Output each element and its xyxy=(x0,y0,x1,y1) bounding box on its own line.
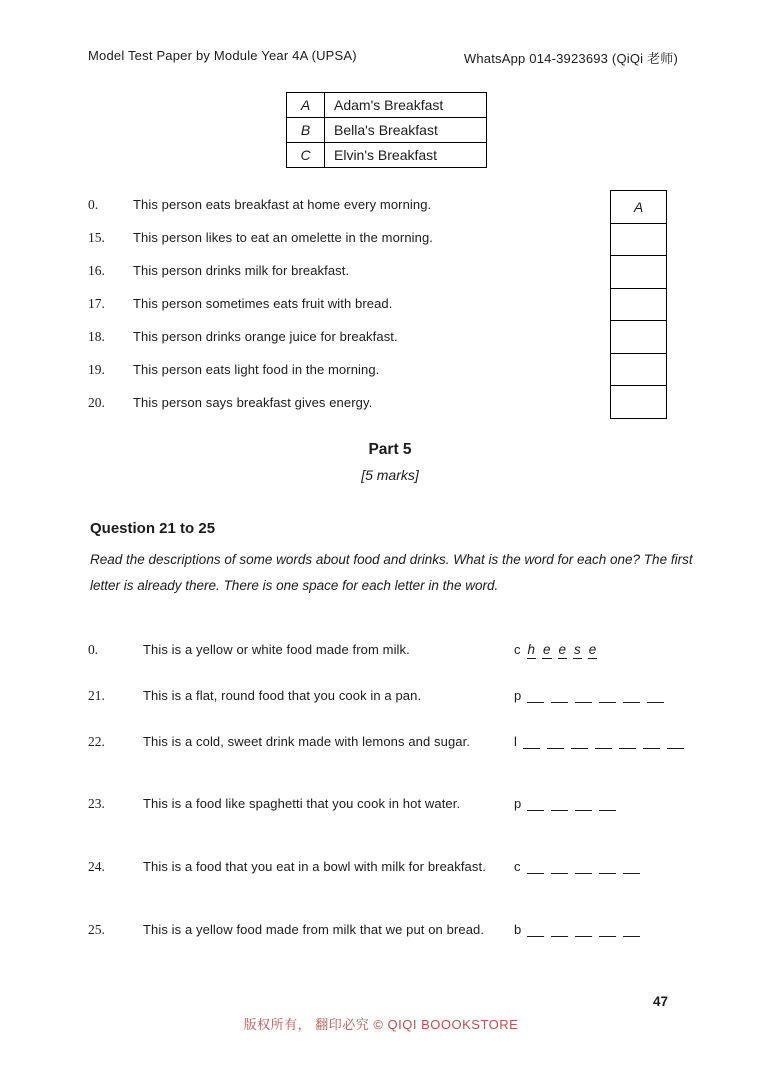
answer-first-letter: p xyxy=(514,688,522,703)
question-text: This person likes to eat an omelette in the morning. xyxy=(133,230,434,245)
question-text: This person drinks milk for breakfast. xyxy=(133,263,350,278)
answer-blank[interactable] xyxy=(551,702,568,703)
answer-first-letter: c xyxy=(514,859,521,874)
part-marks: [5 marks] xyxy=(361,467,419,483)
answer-blank[interactable] xyxy=(599,810,616,811)
question-row xyxy=(88,362,598,395)
question-number: 19. xyxy=(88,362,105,377)
question-number: 23. xyxy=(88,796,105,811)
answer-blank[interactable] xyxy=(599,873,616,874)
question-text: This person eats breakfast at home every morning. xyxy=(133,197,432,212)
question-text: This is a flat, round food that you cook in a pan. xyxy=(143,688,422,703)
question-number: 21. xyxy=(88,688,105,703)
answer-blank[interactable] xyxy=(623,702,640,703)
options-table-row xyxy=(287,117,486,142)
answer-blank[interactable] xyxy=(551,936,568,937)
answer-blank[interactable] xyxy=(523,748,540,749)
answer-box[interactable] xyxy=(611,288,666,321)
answer-blank[interactable] xyxy=(551,873,568,874)
answer-blank[interactable] xyxy=(547,748,564,749)
answer-box[interactable] xyxy=(611,255,666,288)
answer-blank[interactable] xyxy=(571,748,588,749)
answer-first-letter: p xyxy=(514,796,522,811)
answer-blanks xyxy=(527,688,671,703)
answer-blank[interactable] xyxy=(527,873,544,874)
answer-blanks xyxy=(523,734,691,749)
question-row xyxy=(88,916,722,943)
header-title: Model Test Paper by Module Year 4A (UPSA) xyxy=(88,48,357,63)
answer-blank[interactable] xyxy=(643,748,660,749)
answer-box[interactable] xyxy=(611,353,666,386)
answer-box[interactable] xyxy=(611,385,666,418)
answer-blank[interactable] xyxy=(595,748,612,749)
answer-blank[interactable] xyxy=(527,810,544,811)
answer-blanks xyxy=(527,796,623,811)
answer-area[interactable] xyxy=(511,682,671,709)
question-range-heading: Question 21 to 25 xyxy=(90,520,216,537)
answer-first-letter: b xyxy=(514,922,522,937)
question-number: 15. xyxy=(88,230,105,245)
answer-blank[interactable] xyxy=(575,936,592,937)
option-letter: C xyxy=(287,143,325,167)
answer-blank[interactable] xyxy=(599,936,616,937)
question-text: This is a cold, sweet drink made with lemons and sugar. xyxy=(143,734,471,749)
question-row xyxy=(88,230,598,263)
answer-box-column xyxy=(610,190,667,419)
question-row xyxy=(88,296,598,329)
option-label: Bella's Breakfast xyxy=(334,122,438,138)
question-number: 18. xyxy=(88,329,105,344)
answer-first-letter: c xyxy=(514,642,521,657)
question-text: This is a food that you eat in a bowl with milk for breakfast. xyxy=(143,859,486,874)
answer-letter: h xyxy=(527,642,536,657)
answer-blank[interactable] xyxy=(527,702,544,703)
question-text: This person drinks orange juice for breakfast. xyxy=(133,329,398,344)
answer-blanks xyxy=(527,859,647,874)
question-row xyxy=(88,329,598,362)
page-number: 47 xyxy=(653,994,669,1009)
answer-blank[interactable] xyxy=(623,936,640,937)
question-number: 22. xyxy=(88,734,105,749)
part-title: Part 5 xyxy=(368,441,412,458)
question-row xyxy=(88,636,722,663)
question-number: 20. xyxy=(88,395,105,410)
answer-letter: s xyxy=(574,642,581,657)
question-text: This person sometimes eats fruit with bread. xyxy=(133,296,393,311)
question-text: This person eats light food in the morning. xyxy=(133,362,380,377)
answer-blank[interactable] xyxy=(623,873,640,874)
question-number: 17. xyxy=(88,296,105,311)
answer-first-letter: l xyxy=(514,734,517,749)
answer-blank[interactable] xyxy=(527,936,544,937)
question-row xyxy=(88,197,598,230)
question-number: 0. xyxy=(88,642,99,657)
question-text: This is a food like spaghetti that you cook in hot water. xyxy=(143,796,461,811)
answer-area[interactable] xyxy=(511,636,603,663)
answer-area[interactable] xyxy=(511,916,647,943)
answer-box[interactable] xyxy=(611,223,666,256)
answer-area[interactable] xyxy=(511,728,691,755)
answer-blank[interactable] xyxy=(599,702,616,703)
question-row xyxy=(88,682,722,709)
part4-question-list xyxy=(88,197,598,428)
answer-blank[interactable] xyxy=(575,873,592,874)
question-row xyxy=(88,790,722,817)
options-table-row xyxy=(287,93,486,117)
question-text: This is a yellow or white food made from milk. xyxy=(143,642,410,657)
option-label: Adam's Breakfast xyxy=(334,97,444,113)
copyright-notice: 版权所有， 翻印必究 © QIQI BOOOKSTORE xyxy=(243,1017,519,1032)
question-row xyxy=(88,728,722,755)
answer-blanks xyxy=(527,922,647,937)
answer-letter: e xyxy=(543,642,551,657)
answer-box[interactable] xyxy=(611,320,666,353)
answer-blank[interactable] xyxy=(667,748,684,749)
options-table-row xyxy=(287,142,486,167)
question-text: This person says breakfast gives energy. xyxy=(133,395,373,410)
answer-blank[interactable] xyxy=(647,702,664,703)
answer-box[interactable]: A xyxy=(633,198,644,215)
answer-area[interactable] xyxy=(511,790,623,817)
answer-letter: e xyxy=(558,642,567,657)
option-letter: A xyxy=(287,93,325,117)
answer-area[interactable] xyxy=(511,853,647,880)
answer-blank[interactable] xyxy=(619,748,636,749)
question-text: This is a yellow food made from milk that we put on bread. xyxy=(143,922,485,937)
options-table xyxy=(286,92,487,168)
question-number: 0. xyxy=(88,197,99,212)
answer-filled-letters xyxy=(527,642,604,657)
part5-heading xyxy=(90,441,690,483)
question-row xyxy=(88,395,598,428)
answer-letter: e xyxy=(588,642,597,657)
answer-blank[interactable] xyxy=(575,702,592,703)
option-letter: B xyxy=(287,118,325,142)
question-row xyxy=(88,853,722,880)
question-number: 24. xyxy=(88,859,105,874)
question-row xyxy=(88,263,598,296)
instructions-text: Read the descriptions of some words about food and drinks. What is the word for each one? The first letter is already there. There is one space for each letter in the word. xyxy=(90,552,693,593)
question-number: 16. xyxy=(88,263,105,278)
header-contact: WhatsApp 014-3923693 (QiQi 老师) xyxy=(463,51,678,66)
answer-blank[interactable] xyxy=(575,810,592,811)
answer-blank[interactable] xyxy=(551,810,568,811)
page-header xyxy=(88,48,678,67)
question-number: 25. xyxy=(88,922,105,937)
option-label: Elvin's Breakfast xyxy=(334,147,438,163)
